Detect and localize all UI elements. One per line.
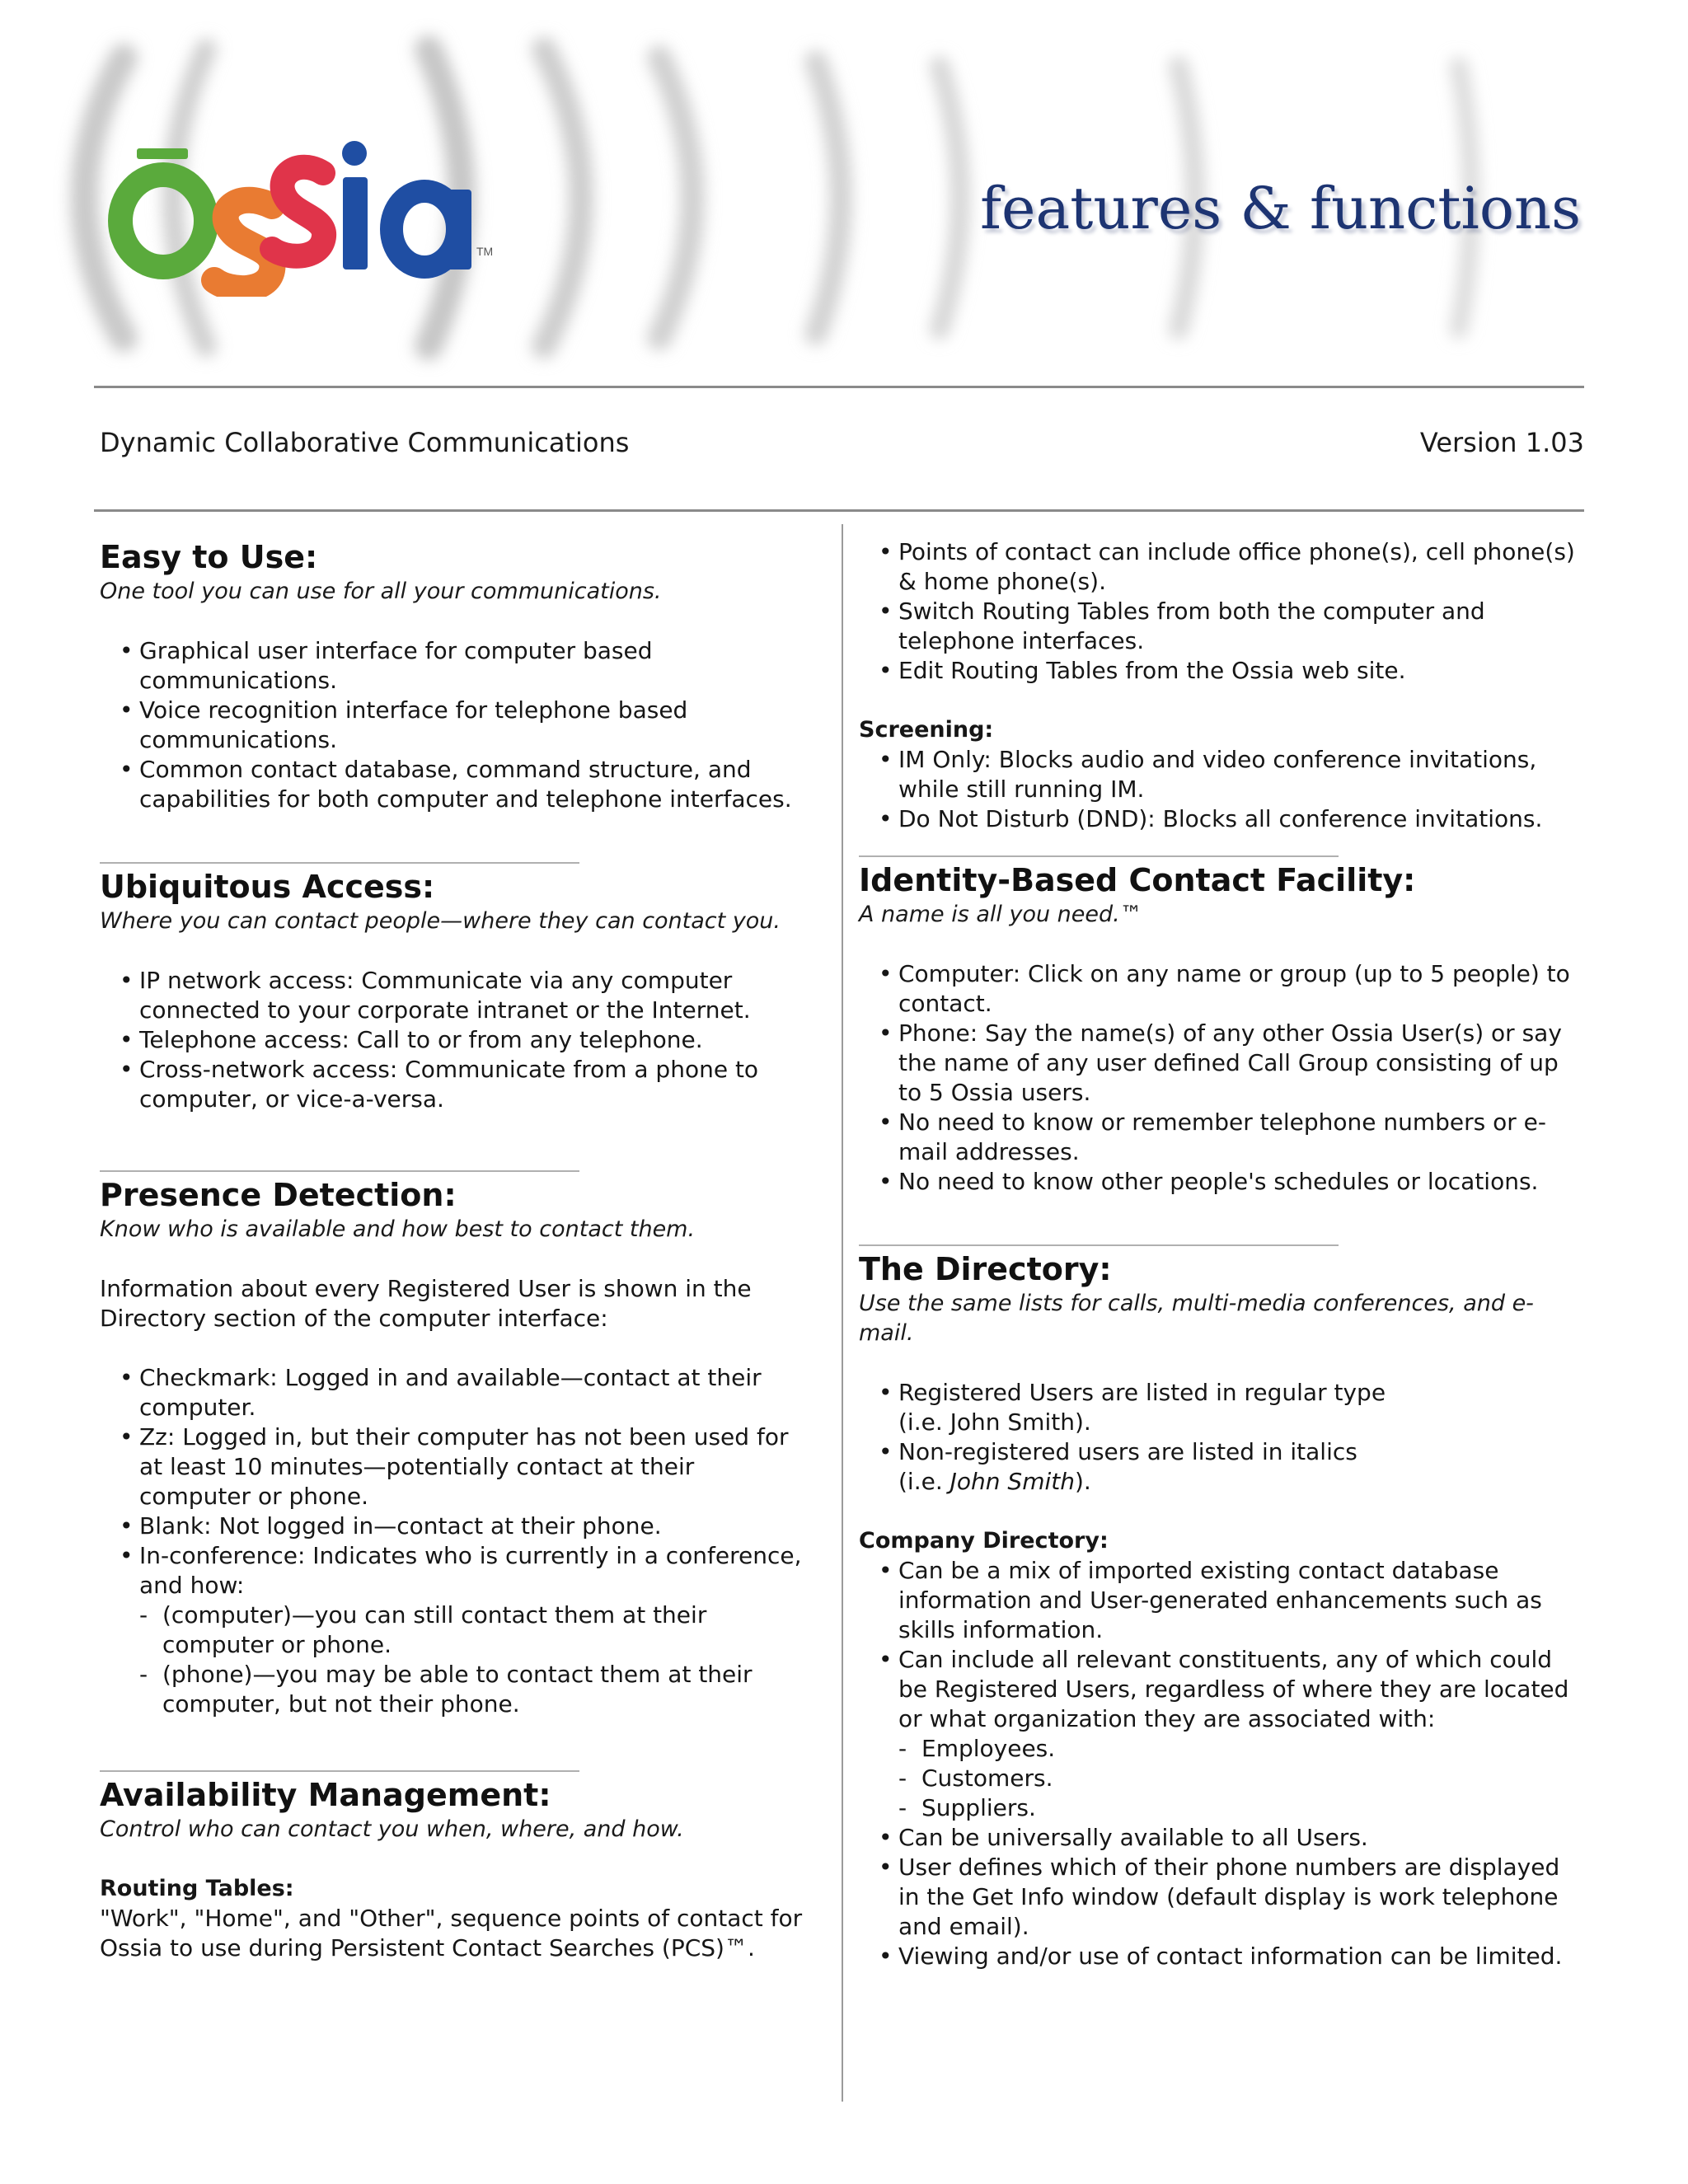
list-item: • Blank: Not logged in—contact at their phone.: [100, 1511, 809, 1541]
left-column: [100, 537, 809, 1963]
section-intro: Information about every Registered User is shown in the Directory section of the computer interface:: [100, 1275, 752, 1332]
list-item: • Do Not Disturb (DND): Blocks all conference invitations.: [859, 804, 1584, 834]
list-item: • Points of contact can include office phone(s), cell phone(s) & home phone(s).: [859, 537, 1584, 597]
section-availability-management: [100, 1775, 809, 1963]
list-item: • Graphical user interface for computer based communications.: [100, 636, 809, 696]
bullet-list: [100, 636, 809, 814]
list-item: • Common contact database, command structure, and capabilities for both computer and telephone interfaces.: [100, 755, 809, 814]
section-subtitle: Know who is available and how best to contact them.: [100, 1216, 696, 1242]
list-item: • Telephone access: Call to or from any telephone.: [100, 1025, 809, 1055]
section-subtitle: Use the same lists for calls, multi-media conferences, and e-mail.: [859, 1291, 1534, 1346]
list-item: • Zz: Logged in, but their computer has not been used for at least 10 minutes—potentially contact at their computer or phone.: [100, 1422, 809, 1511]
section-ubiquitous-access: [100, 867, 809, 1114]
section-heading: Presence Detection:: [100, 1177, 457, 1213]
registered-users-text: Registered Users are listed in regular type: [898, 1379, 1386, 1406]
nonregistered-example-pre: (i.e.: [898, 1468, 950, 1495]
sub-list-item: - (computer)—you can still contact them at their computer or phone.: [100, 1601, 809, 1660]
section-easy-to-use: [100, 537, 809, 814]
section-heading: Ubiquitous Access:: [100, 869, 435, 905]
bullet-list: [100, 1363, 809, 1719]
company-directory-label: Company Directory:: [859, 1528, 1109, 1554]
bullet-list: [859, 1378, 1584, 1497]
logo-letter-a-stem: [447, 190, 471, 269]
list-item: • Checkmark: Logged in and available—contact at their computer.: [100, 1363, 809, 1422]
list-item: • Phone: Say the name(s) of any other Ossia User(s) or say the name of any user defined Call Group consisting of up to 5 Ossia users.: [859, 1019, 1584, 1108]
section-subtitle: One tool you can use for all your communications.: [100, 579, 662, 604]
section-subtitle: A name is all you need.™: [859, 902, 1142, 927]
section-identity-based-contact: [859, 860, 1584, 1197]
page-header: [0, 0, 1688, 387]
list-item: • Switch Routing Tables from both the computer and telephone interfaces.: [859, 597, 1584, 656]
bullet-list: [859, 745, 1584, 834]
logo-letter-o: [120, 175, 206, 267]
list-item: • IM Only: Blocks audio and video conference invitations, while still running IM.: [859, 745, 1584, 804]
column-divider: [842, 524, 843, 2102]
list-item: • Edit Routing Tables from the Ossia web site.: [859, 656, 1584, 686]
ossia-logo: [107, 132, 495, 297]
list-item: • Can include all relevant constituents, any of which could be Registered Users, regardless of where they are located or what organization they are associated with:: [859, 1645, 1584, 1734]
version-label: Version 1.03: [1419, 427, 1584, 458]
section-heading: The Directory:: [859, 1251, 1112, 1287]
top-rule: [94, 386, 1584, 388]
section-presence-detection: [100, 1175, 809, 1719]
section-the-directory: [859, 1249, 1584, 1971]
logo-letter-i-dot: [342, 141, 367, 166]
routing-tables-label: Routing Tables:: [100, 1876, 294, 1901]
screening-label: Screening:: [859, 717, 994, 743]
list-item: • Cross-network access: Communicate from a phone to computer, or vice-a-versa.: [100, 1055, 809, 1114]
section-heading: Availability Management:: [100, 1777, 551, 1813]
section-heading: Easy to Use:: [100, 539, 318, 575]
sub-list-item: - Employees.: [859, 1734, 1584, 1764]
section-heading: Identity-Based Contact Facility:: [859, 862, 1416, 898]
tagline: features & functions: [980, 175, 1581, 242]
list-item: • User defines which of their phone numbers are displayed in the Get Info window (default display is work telephone and email).: [859, 1853, 1584, 1942]
list-item: • No need to know other people's schedules or locations.: [859, 1167, 1584, 1197]
nonregistered-users-text: Non-registered users are listed in italics: [898, 1438, 1357, 1465]
list-item: • Viewing and/or use of contact information can be limited.: [859, 1942, 1584, 1971]
list-item: • Computer: Click on any name or group (up to 5 people) to contact.: [859, 959, 1584, 1019]
routing-tables-text: "Work", "Home", and "Other", sequence points of contact for Ossia to use during Persistent Contact Searches (PCS)™.: [100, 1905, 803, 1961]
section-subtitle: Where you can contact people—where they can contact you.: [100, 908, 781, 934]
routing-bullet-list: [859, 537, 1584, 686]
sub-list-item: - Suppliers.: [859, 1793, 1584, 1823]
document-subtitle: Dynamic Collaborative Communications: [100, 427, 630, 458]
registered-users-example: (i.e. John Smith).: [898, 1408, 1091, 1436]
bullet-list: [859, 1556, 1584, 1971]
right-column: [859, 537, 1584, 1971]
second-rule: [94, 509, 1584, 512]
sub-list-item: - (phone)—you may be able to contact them at their computer, but not their phone.: [100, 1660, 809, 1719]
list-item: • Voice recognition interface for telephone based communications.: [100, 696, 809, 755]
list-item: [859, 1378, 1584, 1437]
bullet-list: [100, 966, 809, 1114]
logo-macron: [137, 148, 188, 159]
logo-letter-i-stem: [343, 177, 368, 269]
sub-list-item: - Customers.: [859, 1764, 1584, 1793]
list-item: • No need to know or remember telephone numbers or e-mail addresses.: [859, 1108, 1584, 1167]
logo-trademark: TM: [476, 245, 494, 258]
bullet-list: [859, 959, 1584, 1197]
list-item: • Can be a mix of imported existing contact database information and User-generated enhancements such as skills information.: [859, 1556, 1584, 1645]
nonregistered-example-name: John Smith: [950, 1468, 1075, 1495]
nonregistered-example-post: ).: [1074, 1468, 1091, 1495]
list-item: • In-conference: Indicates who is currently in a conference, and how:: [100, 1541, 809, 1601]
section-subtitle: Control who can contact you when, where, and how.: [100, 1816, 684, 1842]
list-item: • IP network access: Communicate via any computer connected to your corporate intranet or the Internet.: [100, 966, 809, 1025]
list-item: • Can be universally available to all Users.: [859, 1823, 1584, 1853]
list-item: [859, 1437, 1584, 1497]
